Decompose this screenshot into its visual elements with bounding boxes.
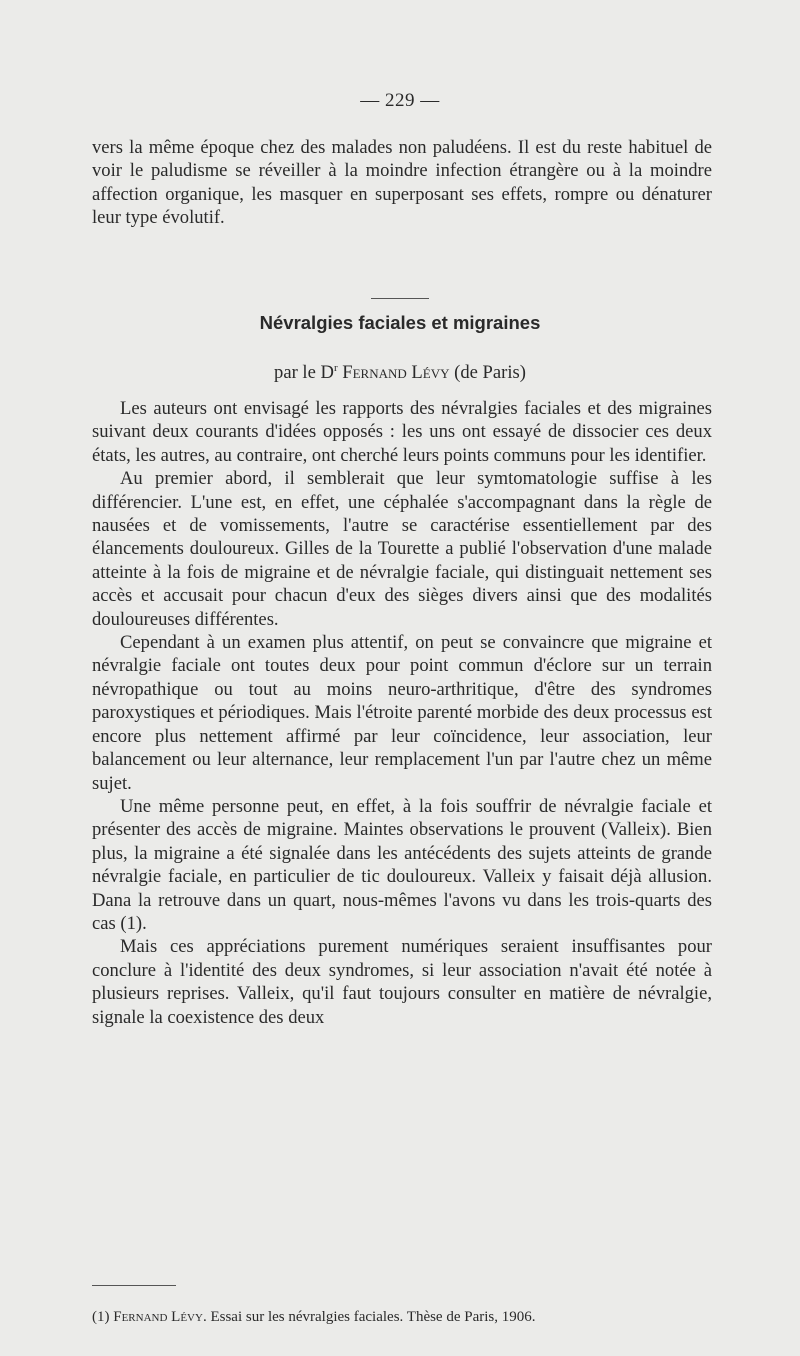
intro-paragraph-block: [92, 136, 712, 230]
section-divider: [371, 298, 429, 299]
paragraph-4: Une même personne peut, en effet, à la fois souffrir de névralgie faciale et présenter des accès de migraine. Maintes observations le prouvent (Valleix). Bien plus, la migraine a été signalée dans les antécédents des sujets atteints de grande névralgie faciale, en particulier de tic douloureux. Valleix y faisait déjà allusion. Dana la retrouve dans un quart, nous-mêmes l'avons vu dans les trois-quarts des cas (1).: [92, 795, 712, 934]
byline: [0, 362, 800, 384]
byline-suffix: (de Paris): [454, 362, 526, 384]
byline-author: Fernand Lévy: [342, 362, 450, 384]
footnote-text: Essai sur les névralgies faciales. Thèse de Paris, 1906.: [210, 1309, 536, 1325]
section-title: Névralgies faciales et migraines: [259, 312, 541, 333]
footnote-divider: [92, 1285, 176, 1286]
footnote: [92, 1308, 712, 1327]
footnote-author: Fernand Lévy.: [113, 1309, 207, 1325]
article-body: [92, 397, 712, 1029]
paragraph-5: Mais ces appréciations purement numériques seraient insuffisantes pour conclure à l'identité des deux syndromes, si leur association n'avait été notée à plusieurs reprises. Valleix, qu'il faut toujours consulter en matière de névralgie, signale la coexistence des deux: [92, 936, 712, 1028]
page-number: — 229 —: [360, 90, 440, 111]
paragraph-1: Les auteurs ont envisagé les rapports des névralgies faciales et des migraines suivant deux courants d'idées opposés : les uns ont essayé de dissocier ces deux états, les autres, au contraire, ont cherché leurs points communs pour les identifier.: [92, 398, 712, 466]
paragraph-3: Cependant à un examen plus attentif, on peut se convaincre que migraine et névralgie faciale ont toutes deux pour point commun d'éclore sur un terrain névropathique ou tout au moins neuro-arthritique, d'être des syndromes paroxystiques et périodiques. Mais l'étroite parenté morbide des deux processus est encore plus nettement affirmé par leur coïncidence, leur association, leur balancement ou leur alternance, leur remplacement l'un par l'autre chez un même sujet.: [92, 632, 712, 794]
byline-prefix: par le D: [274, 362, 334, 384]
footnote-marker: (1): [92, 1309, 110, 1325]
byline-sup: r: [333, 362, 338, 374]
intro-paragraph: vers la même époque chez des malades non paludéens. Il est du reste habituel de voir le paludisme se réveiller à la moindre infection étrangère ou à la moindre affection organique, les masquer en superposant ses effets, rompre ou dénaturer leur type évolutif.: [92, 137, 712, 229]
paragraph-2: Au premier abord, il semblerait que leur symtomatologie suffise à les différencier. L'une est, en effet, une céphalée s'accompagnant dans la règle de nausées et de vomissements, l'autre se caractérise essentiellement par des élancements douloureux. Gilles de la Tourette a publié l'observation d'une malade atteinte à la fois de migraine et de névralgie faciale, qui distinguait nettement ses accès et accusait pour chacun d'eux des sièges divers ainsi que des modalités douloureuses différentes.: [92, 468, 712, 630]
